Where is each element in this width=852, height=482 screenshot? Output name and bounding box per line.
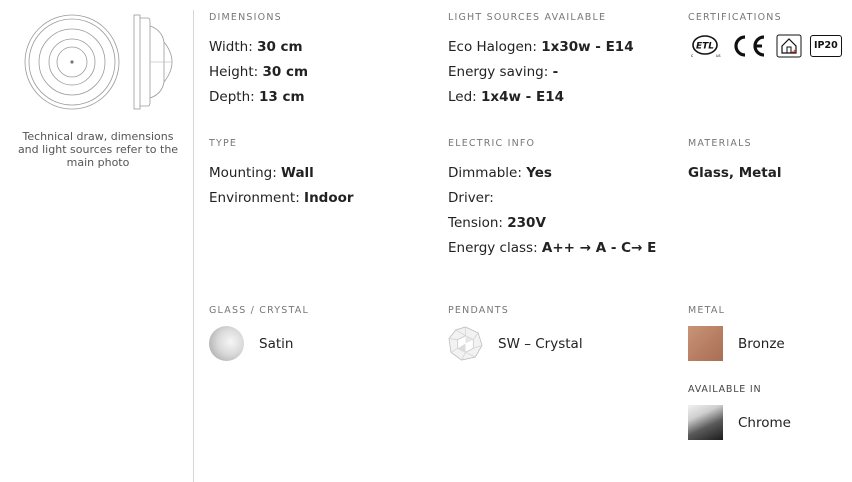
- certifications-title: CERTIFICATIONS: [688, 12, 782, 23]
- electric-info-title: ELECTRIC INFO: [448, 138, 536, 149]
- materials-row: [688, 161, 782, 186]
- materials-section: [688, 137, 782, 186]
- energy-class-value: A++ → A - C→ E: [541, 240, 657, 256]
- energy-saving-value: -: [552, 64, 559, 80]
- type-title: TYPE: [209, 138, 238, 149]
- dimmable-label: Dimmable:: [448, 165, 527, 181]
- led-value: 1x4w - E14: [481, 89, 564, 105]
- halogen-row: [448, 35, 634, 60]
- materials-title: MATERIALS: [688, 138, 752, 149]
- technical-drawing-icon: [22, 12, 182, 112]
- energy-saving-label: Energy saving:: [448, 64, 553, 80]
- materials-value: Glass, Metal: [688, 165, 782, 181]
- chrome-swatch[interactable]: [688, 405, 723, 440]
- electric-info-section: [448, 137, 656, 261]
- available-in-title: AVAILABLE IN: [688, 384, 762, 395]
- bronze-label: Bronze: [738, 335, 785, 352]
- certification-badges: [688, 34, 842, 58]
- satin-finish-option[interactable]: [209, 326, 309, 361]
- mounting-label: Mounting:: [209, 165, 282, 181]
- led-row: [448, 85, 634, 110]
- energy-class-label: Energy class:: [448, 240, 542, 256]
- pendants-section: [448, 304, 583, 361]
- energy-saving-row: [448, 60, 634, 85]
- halogen-value: 1x30w - E14: [541, 39, 634, 55]
- svg-text:us: us: [716, 53, 721, 58]
- height-label: Height:: [209, 64, 263, 80]
- mounting-value: Wall: [281, 165, 314, 181]
- tension-row: [448, 211, 656, 236]
- svg-text:ETL: ETL: [695, 41, 715, 52]
- certifications-section: [688, 11, 842, 58]
- tension-label: Tension:: [448, 215, 508, 231]
- chrome-finish-option[interactable]: [688, 405, 791, 440]
- crystal-swatch[interactable]: [448, 326, 483, 361]
- environment-row: [209, 186, 354, 211]
- etl-listed-icon: [688, 34, 722, 58]
- svg-text:c: c: [691, 53, 694, 58]
- depth-value: 13 cm: [258, 89, 305, 105]
- led-label: Led:: [448, 89, 481, 105]
- chrome-label: Chrome: [738, 414, 791, 431]
- dimmable-row: [448, 161, 656, 186]
- energy-class-row: [448, 236, 656, 261]
- height-value: 30 cm: [262, 64, 309, 80]
- ip20-badge: IP20: [810, 35, 842, 57]
- driver-row: [448, 186, 656, 211]
- width-value: 30 cm: [257, 39, 303, 55]
- height-row: [209, 60, 308, 85]
- driver-label: Driver:: [448, 190, 494, 206]
- pendants-title: PENDANTS: [448, 305, 510, 316]
- metal-section: [688, 304, 791, 440]
- dimensions-title: DIMENSIONS: [209, 12, 282, 23]
- ce-mark-icon: [730, 34, 768, 58]
- bronze-finish-option[interactable]: [688, 326, 791, 361]
- depth-label: Depth:: [209, 89, 259, 105]
- bronze-swatch[interactable]: [688, 326, 723, 361]
- environment-value: Indoor: [304, 190, 354, 206]
- width-row: [209, 35, 308, 60]
- crystal-label: SW – Crystal: [498, 335, 583, 352]
- technical-drawing-panel: [0, 0, 193, 482]
- dimensions-section: [209, 11, 308, 110]
- energy-house-icon: [776, 34, 802, 58]
- glass-crystal-section: [209, 304, 309, 361]
- depth-row: [209, 85, 308, 110]
- satin-label: Satin: [259, 335, 294, 352]
- satin-swatch[interactable]: [209, 326, 244, 361]
- mounting-row: [209, 161, 354, 186]
- type-section: [209, 137, 354, 211]
- dimmable-value: Yes: [526, 165, 552, 181]
- crystal-finish-option[interactable]: [448, 326, 583, 361]
- vertical-divider: [193, 10, 194, 482]
- metal-title: METAL: [688, 305, 726, 316]
- light-sources-title: LIGHT SOURCES AVAILABLE: [448, 12, 607, 23]
- light-sources-section: [448, 11, 634, 110]
- environment-label: Environment:: [209, 190, 305, 206]
- glass-crystal-title: GLASS / CRYSTAL: [209, 305, 309, 316]
- width-label: Width:: [209, 39, 258, 55]
- tension-value: 230V: [507, 215, 546, 231]
- drawing-caption: Technical draw, dimensions and light sources refer to the main photo: [17, 130, 179, 169]
- halogen-label: Eco Halogen:: [448, 39, 542, 55]
